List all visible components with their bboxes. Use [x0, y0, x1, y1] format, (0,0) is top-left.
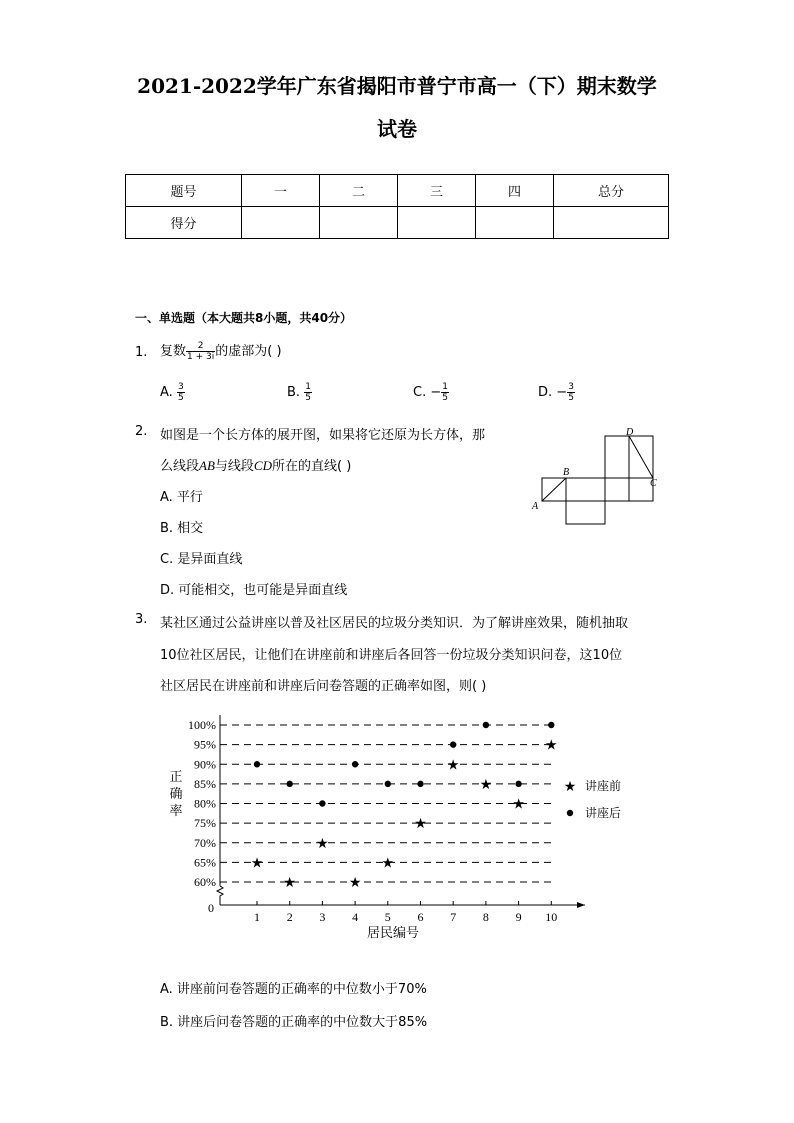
before-lecture-star: ★: [283, 876, 296, 891]
score-cell[interactable]: [242, 207, 320, 239]
before-lecture-star: ★: [446, 758, 460, 774]
q3-stem-line3: 社区居民在讲座前和讲座后问卷答题的正确率如图，则( ): [160, 679, 487, 694]
before-lecture-star: ★: [545, 738, 558, 754]
q1-fraction: [186, 341, 215, 362]
frac-den: 5: [305, 393, 311, 403]
option-label: B.: [287, 385, 301, 400]
frac-den: 5: [177, 393, 184, 403]
x-axis-arrow: [577, 902, 585, 908]
x-tick-label: 1: [254, 910, 260, 924]
y-tick-label: 60%: [194, 875, 216, 889]
x-tick-label: 9: [515, 910, 522, 924]
label-d: D: [626, 427, 634, 438]
segment-ab-line: [542, 478, 566, 501]
x-tick-label: 7: [450, 910, 457, 924]
option-fraction: [567, 382, 575, 403]
row-label: 得分: [126, 207, 242, 239]
before-lecture-star: ★: [316, 836, 329, 852]
text: 与线段: [214, 459, 254, 474]
segment-cd-line: [629, 436, 653, 478]
label-c: C: [650, 478, 657, 489]
q2-number: 2.: [135, 424, 148, 439]
header-cell: 三: [398, 175, 476, 207]
legend-label: 讲座后: [585, 806, 622, 820]
y-axis-title-char: 确: [169, 786, 183, 801]
header-cell: 二: [320, 175, 398, 207]
y-axis-title: [169, 769, 182, 818]
option-sign: −: [556, 385, 568, 400]
after-lecture-dot: [254, 761, 260, 767]
header-cell: 题号: [126, 175, 242, 207]
after-lecture-dot: [352, 761, 358, 767]
x-axis-title: 居民编号: [366, 925, 420, 940]
frac-den: 5: [568, 393, 574, 403]
option-fraction: [304, 382, 312, 403]
accuracy-chart: [160, 705, 640, 950]
y-axis-title-char: 正: [169, 769, 183, 784]
x-tick-label: 2: [286, 910, 293, 924]
y-tick-label: 75%: [194, 816, 216, 831]
frac-den: 5: [442, 393, 448, 403]
score-table: [125, 174, 669, 239]
label-a: A: [532, 501, 539, 512]
section-header: 一、单选题（本大题共8小题，共40分）: [135, 311, 353, 325]
q2-option-a[interactable]: A. 平行: [160, 490, 203, 505]
after-lecture-dot: [385, 781, 391, 787]
q3-option-b[interactable]: B. 讲座后问卷答题的正确率的中位数大于85%: [160, 1015, 428, 1030]
option-fraction: [441, 382, 449, 403]
q3-stem-line1: 某社区通过公益讲座以普及社区居民的垃圾分类知识．为了解讲座效果，随机抽取: [160, 616, 629, 631]
origin-label: 0: [208, 901, 214, 915]
frac-num: 3: [568, 382, 574, 392]
page-title: 2021-2022学年广东省揭阳市普宁市高一（下）期末数学: [137, 74, 657, 98]
option-label: D.: [538, 385, 553, 400]
cuboid-net-figure: [530, 425, 665, 530]
y-tick-label: 70%: [194, 835, 216, 850]
before-lecture-star: ★: [512, 797, 525, 813]
y-tick-label: 85%: [194, 776, 216, 791]
y-tick-label: 95%: [194, 737, 216, 752]
frac-num: 1: [442, 382, 448, 392]
net-face: [566, 478, 605, 501]
q1-stem-post: 的虚部为( ): [215, 344, 282, 359]
frac-num: 2: [186, 341, 215, 352]
chart-legend: [564, 778, 621, 820]
chart-axes: [169, 715, 585, 940]
q3-number: 3.: [135, 612, 148, 627]
header-cell: 总分: [554, 175, 669, 207]
segment-cd: CD: [253, 458, 272, 473]
chart-marks: [251, 722, 558, 891]
q2-option-c[interactable]: C. 是异面直线: [160, 552, 243, 567]
before-lecture-star: ★: [414, 817, 427, 833]
x-tick-label: 6: [417, 910, 424, 924]
frac-num: 3: [177, 382, 184, 392]
y-tick-label: 100%: [188, 718, 216, 732]
q3-option-a[interactable]: A. 讲座前问卷答题的正确率的中位数小于70%: [160, 982, 427, 997]
score-cell[interactable]: [554, 207, 669, 239]
after-lecture-dot: [548, 722, 554, 728]
option-fraction: [177, 382, 185, 403]
q2-option-d[interactable]: D. 可能相交，也可能是异面直线: [160, 583, 348, 598]
net-face: [605, 436, 629, 478]
q1-option-b[interactable]: [287, 382, 312, 403]
q1-stem-pre: 复数: [160, 344, 187, 359]
after-lecture-dot: [287, 781, 293, 787]
axis-break: [217, 886, 223, 905]
page-title-line2: 试卷: [377, 117, 417, 141]
score-table-row: [126, 207, 669, 239]
y-axis-title-char: 率: [169, 803, 183, 818]
q2-option-b[interactable]: B. 相交: [160, 521, 204, 536]
before-lecture-star: ★: [348, 876, 362, 891]
header-cell: 一: [242, 175, 320, 207]
before-lecture-star: ★: [381, 856, 395, 872]
q1-option-a[interactable]: [160, 382, 185, 403]
after-lecture-dot: [483, 722, 489, 728]
y-tick-label: 65%: [194, 855, 216, 870]
legend-label: 讲座前: [585, 779, 622, 793]
option-label: A.: [160, 385, 173, 400]
segment-ab: AB: [199, 458, 215, 473]
after-lecture-dot: [417, 781, 423, 787]
y-tick-label: 90%: [194, 757, 216, 772]
before-lecture-star: ★: [479, 777, 493, 793]
q1-option-c[interactable]: [413, 382, 449, 403]
q1-number: 1.: [135, 345, 148, 360]
y-tick-label: 80%: [194, 796, 216, 811]
option-sign: −: [430, 385, 442, 400]
net-face: [605, 478, 629, 501]
q3-stem-line2: 10位社区居民，让他们在讲座前和讲座后各回答一份垃圾分类知识问卷，这10位: [160, 648, 623, 663]
after-lecture-dot: [450, 741, 456, 747]
option-label: C.: [413, 385, 427, 400]
net-face: [566, 501, 605, 524]
after-lecture-dot: [319, 800, 325, 806]
x-tick-label: 4: [352, 910, 359, 924]
q2-stem-line1: 如图是一个长方体的展开图，如果将它还原为长方体，那: [160, 428, 486, 443]
legend-dot: [567, 810, 573, 816]
x-tick-label: 10: [545, 910, 558, 924]
frac-num: 1: [305, 382, 311, 392]
text: 所在的直线( ): [271, 459, 352, 474]
frac-den: 1 + 3i: [187, 352, 215, 362]
score-cell[interactable]: [320, 207, 398, 239]
x-tick-label: 5: [384, 910, 391, 924]
score-cell[interactable]: [476, 207, 554, 239]
text: 么线段: [160, 459, 200, 474]
score-cell[interactable]: [398, 207, 476, 239]
after-lecture-dot: [515, 781, 521, 787]
legend-star: ★: [563, 780, 577, 795]
before-lecture-star: ★: [250, 856, 264, 872]
x-tick-label: 8: [482, 910, 489, 924]
x-tick-label: 3: [319, 910, 326, 924]
q1-stem: [160, 340, 282, 362]
header-cell: 四: [476, 175, 554, 207]
q1-option-d[interactable]: [538, 382, 575, 403]
score-table-header: [126, 175, 669, 207]
q2-stem-line2: [160, 455, 351, 474]
label-b: B: [563, 467, 570, 478]
